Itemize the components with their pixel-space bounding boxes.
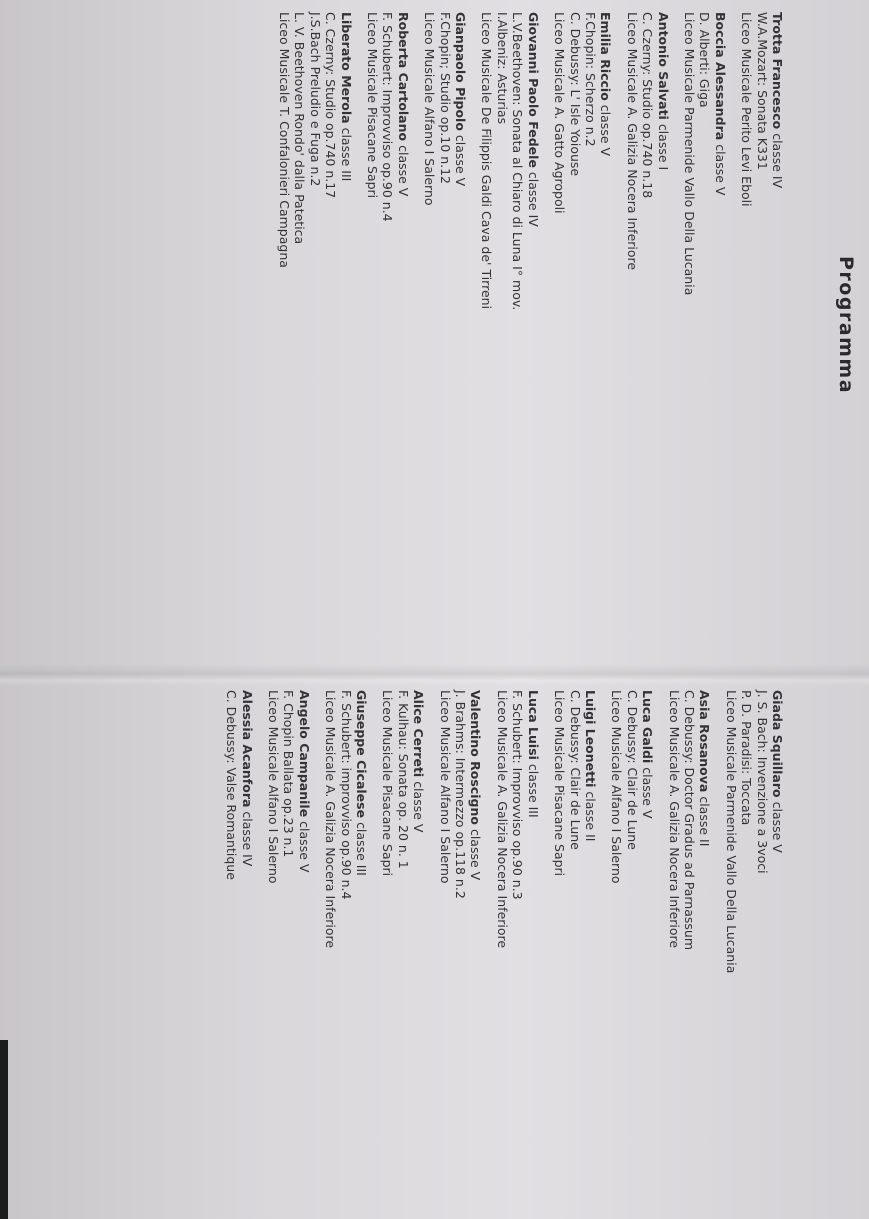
school-line: Liceo Musicale A. Galizia Nocera Inferiore — [323, 690, 339, 949]
piece-line: J.S.Bach Preludio e Fuga n.2 — [307, 12, 323, 187]
performer-name: Roberta Cartolano — [395, 12, 411, 142]
piece-line: C. Czerny: Studio op.740 n.18 — [640, 12, 656, 199]
performer-name: Luca Luisi — [525, 690, 541, 760]
performer-class: classe V — [453, 134, 469, 187]
piece-line: C. Debussy: Valse Romantique — [224, 690, 240, 880]
left-column — [266, 12, 785, 532]
performer-line — [453, 12, 468, 532]
school-line: Liceo Musicale Pisacane Sapri — [365, 12, 381, 199]
school-line: Liceo Musicale Pisacane Sapri — [380, 690, 396, 877]
piece-line: F.Chopin: Scherzo n.2 — [582, 12, 598, 147]
school-line: Liceo Musicale A. Galizia Nocera Inferiore — [494, 690, 510, 949]
performer-class: classe III — [338, 127, 354, 182]
piece-line: J. Brahms: Intermezzo op.118 n.2 — [453, 690, 469, 899]
performer-entry — [479, 12, 541, 532]
performer-line — [411, 690, 426, 1210]
performer-class: classe II — [582, 791, 598, 842]
school-line: Liceo Musicale T. Confalonieri Campagna — [277, 12, 293, 268]
performer-entry — [739, 12, 785, 532]
performer-name: Luca Galdi — [640, 690, 656, 764]
performer-entry — [682, 12, 728, 532]
performer-entry — [552, 690, 598, 1210]
performer-name: Boccia Alessandra — [712, 12, 728, 141]
performer-class: classe IV — [770, 133, 785, 189]
performer-class: classe III — [354, 822, 370, 876]
school-line: Liceo Musicale A. Gatto Agropoli — [552, 12, 568, 214]
piece-line: W.A.Mozart: Sonata K331 — [754, 12, 770, 170]
performer-entry — [495, 690, 541, 1210]
performer-line — [525, 690, 540, 1210]
performer-line — [525, 12, 540, 532]
performer-name: Alice Cerreti — [411, 690, 427, 778]
performer-entry — [365, 12, 411, 532]
performer-class: classe IV — [525, 171, 541, 227]
performer-entry — [609, 690, 655, 1210]
performer-entry — [666, 690, 712, 1210]
piece-line: F. Chopin Ballata op.23 n.1 — [281, 690, 297, 858]
piece-line: C. Debussy: Clair de Lune — [567, 690, 583, 850]
performer-line — [655, 12, 670, 532]
performer-line — [640, 690, 655, 1210]
performer-name: Giovanni Paolo Fedele — [525, 12, 541, 168]
performer-name: Emilia Riccio — [598, 12, 614, 101]
school-line: Liceo Musicale A. Galizia Nocera Inferiore — [666, 690, 682, 949]
piece-line: F. Schubert: improvviso op.90 n.4 — [338, 690, 354, 900]
performer-entry — [277, 12, 354, 532]
performer-name: Liberato Merola — [338, 12, 354, 124]
school-line: Liceo Musicale De Filippis Galdi Cava de' Tirreni — [479, 12, 495, 310]
performer-entry — [224, 690, 255, 1210]
performer-line — [598, 12, 613, 532]
piece-line: C. Debussy: Clair de Lune — [624, 690, 640, 850]
piece-line: L. V. Beethoven Rondo' dalla Patetica — [292, 12, 308, 245]
performer-entry — [723, 690, 785, 1210]
performer-name: Asia Rosanova — [697, 690, 713, 793]
performer-class: classe V — [770, 801, 785, 853]
performer-class: classe V — [411, 781, 427, 833]
performer-class: classe V — [296, 821, 312, 873]
piece-line: F.Chopin; Studio op.10 n.12 — [437, 12, 453, 184]
page-title: Programma — [835, 255, 857, 395]
performer-entry — [380, 690, 426, 1210]
performer-line — [468, 690, 483, 1210]
school-line: Liceo Musicale Alfano I Salerno — [266, 690, 282, 884]
piece-line: F. Kulhau: Sonata op. 20 n. 1 — [395, 690, 411, 869]
performer-name: Trotta Francesco — [770, 12, 785, 130]
performer-name: Alessia Acanfora — [239, 690, 255, 808]
performer-line — [583, 690, 598, 1210]
performer-name: Valentino Roscigno — [468, 690, 484, 825]
school-line: Liceo Musicale Parmenide Vallo Della Lucania — [681, 12, 697, 296]
performer-line — [239, 690, 254, 1210]
performer-entry — [437, 690, 483, 1210]
right-column — [213, 690, 785, 1210]
school-line: Liceo Musicale Alfano I Salerno — [437, 690, 453, 884]
performer-line — [770, 12, 785, 532]
performer-name: Giuseppe Cicalese — [354, 690, 370, 819]
performer-entry — [422, 12, 468, 532]
performer-line — [354, 690, 369, 1210]
piece-line: D. Alberti: Giga — [697, 12, 713, 108]
performer-class: classe V — [598, 104, 614, 157]
performer-line — [712, 12, 727, 532]
performer-line — [296, 690, 311, 1210]
performer-class: classe III — [525, 763, 541, 818]
performer-name: Giada Squillaro — [770, 690, 785, 798]
performer-entry — [266, 690, 312, 1210]
performer-line — [770, 690, 785, 1210]
piece-line: C. Debussy: L' Isle Yoiouse — [567, 12, 583, 177]
piece-line: L.V.Beethoven: Sonata al Chiaro di Luna I° mov. — [510, 12, 526, 311]
performer-class: classe V — [640, 767, 656, 819]
performer-name: Gianpaolo Pipolo — [453, 12, 469, 131]
performer-line — [338, 12, 353, 532]
performer-class: classe V — [712, 144, 728, 196]
performer-entry — [552, 12, 614, 532]
piece-line: C. Debussy: Doctor Gradus ad Parnassum — [681, 690, 697, 951]
piece-line: J. S. Bach: Invenzione a 3voci — [754, 690, 770, 874]
performer-class: classe II — [697, 796, 713, 847]
piece-line: F. Schubert: Improvviso op.90 n.4 — [380, 12, 396, 222]
school-line: Liceo Musicale Pisacane Sapri — [552, 690, 568, 877]
performer-line — [395, 12, 410, 532]
performer-class: classe V — [468, 828, 484, 881]
performer-name: Angelo Campanile — [296, 690, 312, 818]
performer-entry — [624, 12, 670, 532]
performer-class: classe V — [395, 145, 411, 197]
piece-line: I.Albeniz: Asturias — [494, 12, 510, 125]
performer-line — [697, 690, 712, 1210]
performer-class: classe I — [655, 123, 671, 171]
school-line: Liceo Musicale Alfano I Salerno — [609, 690, 625, 884]
performer-name: Antonio Salvati — [655, 12, 671, 120]
school-line: Liceo Musicale A. Galizia Nocera Inferiore — [624, 12, 640, 271]
performer-class: classe IV — [239, 811, 255, 867]
school-line: Liceo Musicale Parmenide Vallo Della Lucania — [723, 690, 739, 974]
piece-line: C. Czerny: Studio op.740 n.17 — [323, 12, 339, 199]
piece-line: F. Schubert: Improvviso op.90 n.3 — [510, 690, 526, 900]
school-line: Liceo Musicale Perito Levi Eboli — [739, 12, 755, 207]
piece-line: P. D. Paradisi: Toccata — [739, 690, 755, 826]
performer-entry — [323, 690, 369, 1210]
performer-name: Luigi Leonetti — [582, 690, 598, 788]
school-line: Liceo Musicale Alfano I Salerno — [422, 12, 438, 206]
